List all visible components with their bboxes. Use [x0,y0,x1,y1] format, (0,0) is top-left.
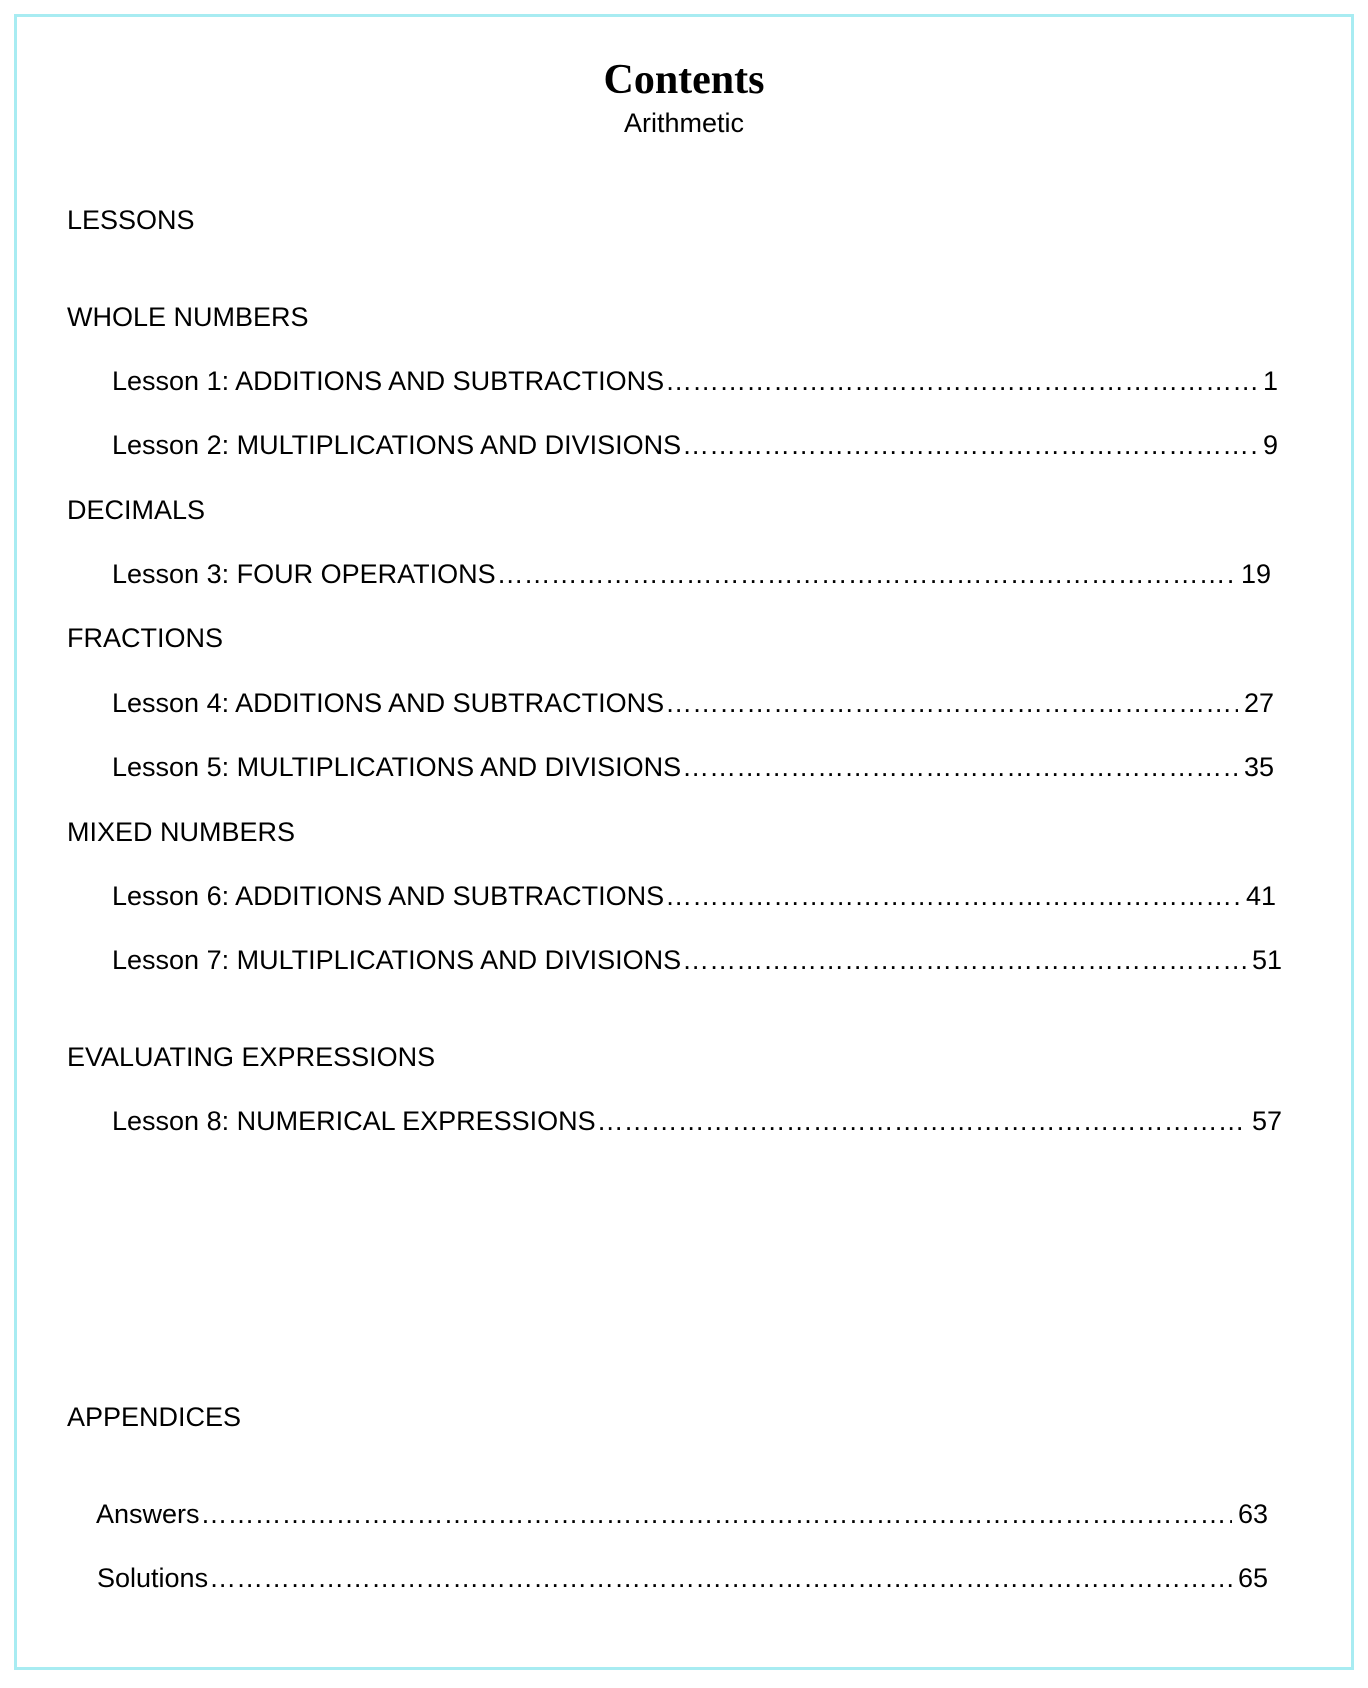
appendices-heading: APPENDICES [67,1402,242,1432]
dot-leader [681,943,1246,977]
toc-entry-lesson-7[interactable] [112,943,1282,977]
toc-entry-label: Lesson 2: MULTIPLICATIONS AND DIVISIONS [112,430,682,460]
dot-leader [208,1561,1232,1595]
dot-leader [681,750,1238,784]
toc-entry-label: Answers [96,1499,200,1529]
section-heading-evaluating-expressions: EVALUATING EXPRESSIONS [67,1042,436,1072]
page-title: Contents [603,57,765,103]
dot-leader [596,1104,1246,1138]
toc-entry-lesson-5[interactable] [112,750,1274,784]
toc-entry-label: Lesson 3: FOUR OPERATIONS [112,559,496,589]
section-heading-fractions: FRACTIONS [67,623,224,653]
toc-entry-page: 19 [1240,559,1271,589]
toc-entry-page: 41 [1245,881,1276,911]
toc-entry-label: Lesson 1: ADDITIONS AND SUBTRACTIONS [112,366,665,396]
page-subtitle: Arithmetic [623,108,745,138]
toc-entry-page: 51 [1251,945,1282,975]
toc-entry-lesson-6[interactable] [112,879,1276,913]
toc-entry-label: Lesson 8: NUMERICAL EXPRESSIONS [112,1106,596,1136]
dot-leader [664,879,1240,913]
toc-entry-lesson-1[interactable] [112,364,1278,398]
toc-entry-label: Lesson 6: ADDITIONS AND SUBTRACTIONS [112,881,665,911]
toc-entry-lesson-8[interactable] [112,1104,1282,1138]
toc-entry-label: Lesson 4: ADDITIONS AND SUBTRACTIONS [112,688,665,718]
toc-entry-page: 65 [1237,1563,1268,1593]
toc-entry-page: 57 [1251,1106,1282,1136]
dot-leader [664,686,1238,720]
section-heading-mixed-numbers: MIXED NUMBERS [67,817,296,847]
dot-leader [664,364,1257,398]
toc-entry-page: 35 [1243,752,1274,782]
dot-leader [681,428,1257,462]
toc-entry-lesson-3[interactable] [112,557,1271,591]
toc-entry-label: Solutions [97,1563,209,1593]
section-heading-decimals: DECIMALS [67,495,206,525]
section-heading-whole-numbers: WHOLE NUMBERS [67,302,309,332]
lessons-heading: LESSONS [67,205,195,235]
dot-leader [496,557,1235,591]
toc-entry-page: 63 [1237,1499,1268,1529]
toc-entry-lesson-2[interactable] [112,428,1278,462]
toc-entry-solutions[interactable] [97,1561,1268,1595]
toc-entry-answers[interactable] [96,1497,1268,1531]
toc-entry-page: 27 [1243,688,1274,718]
dot-leader [200,1497,1232,1531]
toc-entry-label: Lesson 5: MULTIPLICATIONS AND DIVISIONS [112,752,682,782]
toc-entry-lesson-4[interactable] [112,686,1274,720]
toc-entry-page: 9 [1262,430,1278,460]
toc-entry-label: Lesson 7: MULTIPLICATIONS AND DIVISIONS [112,945,682,975]
toc-entry-page: 1 [1262,366,1278,396]
